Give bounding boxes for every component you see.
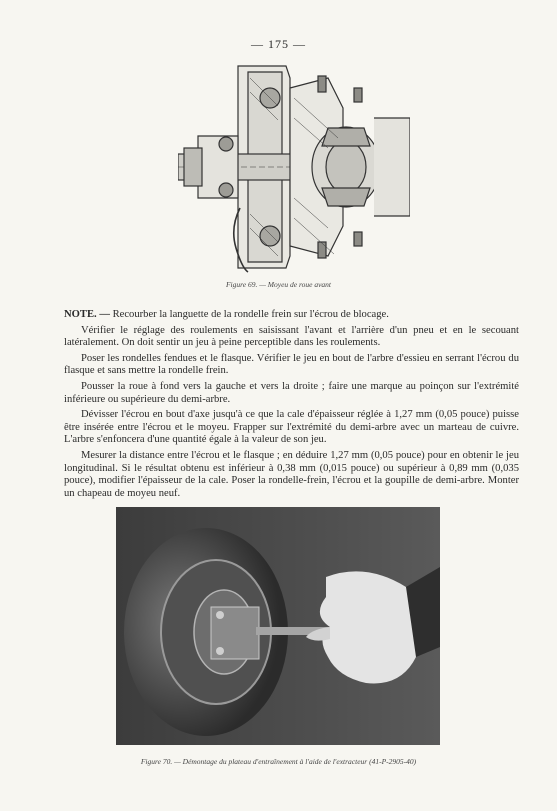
figure-70-caption: Figure 70. — Démontage du plateau d'entraînement à l'aide de l'extracteur (41-P-2905-40) — [140, 757, 417, 766]
note-paragraph — [64, 309, 519, 322]
figure-69-caption: Figure 69. — Moyeu de roue avant — [225, 280, 332, 289]
extractor-photo — [116, 507, 440, 745]
body-text — [64, 309, 519, 503]
paragraph: Poser les rondelles fendues et le flasque. Vérifier le jeu en bout de l'arbre d'essieu en serrant l'écrou du flasque et sans mettre la rondelle frein. — [64, 352, 519, 377]
page-number: — 175 — — [251, 37, 306, 51]
paragraph: Vérifier le réglage des roulements en saisissant l'avant et l'arrière d'un pneu et en le secouant latéralement. On doit sentir un jeu à peine perceptible dans les roulements. — [64, 324, 519, 349]
paragraph: Pousser la roue à fond vers la gauche et vers la droite ; faire une marque au poinçon sur l'extrémité inférieure ou supérieure du demi-arbre. — [64, 380, 519, 405]
note-text: Recourber la languette de la rondelle frein sur l'écrou de blocage. — [109, 309, 389, 320]
note-label: NOTE. — — [64, 309, 110, 320]
paragraph: Mesurer la distance entre l'écrou et le flasque ; en déduire 1,27 mm (0,05 pouce) pour en obtenir le jeu longitudinal. Si le résultat obtenu est inférieur à 0,38 mm (0,015 pouce) ou supérieur à 0,89 mm (0,035 pouce), modifier l'épaisseur de la cale. Poser la rondelle-frein, l'écrou et la goupille de demi-arbre. Monter un chapeau de moyeu neuf. — [64, 449, 519, 499]
hub-cross-section-drawing — [178, 58, 410, 276]
paragraph: Dévisser l'écrou en bout d'axe jusqu'à ce que la cale d'épaisseur réglée à 1,27 mm (0,05 pouce) puisse être insérée entre l'écrou et le moyeu. Frapper sur l'extrémité du demi-arbre avec un marteau de cuivre. L'arbre s'enfoncera d'une quantité égale à la valeur de son jeu. — [64, 409, 519, 446]
